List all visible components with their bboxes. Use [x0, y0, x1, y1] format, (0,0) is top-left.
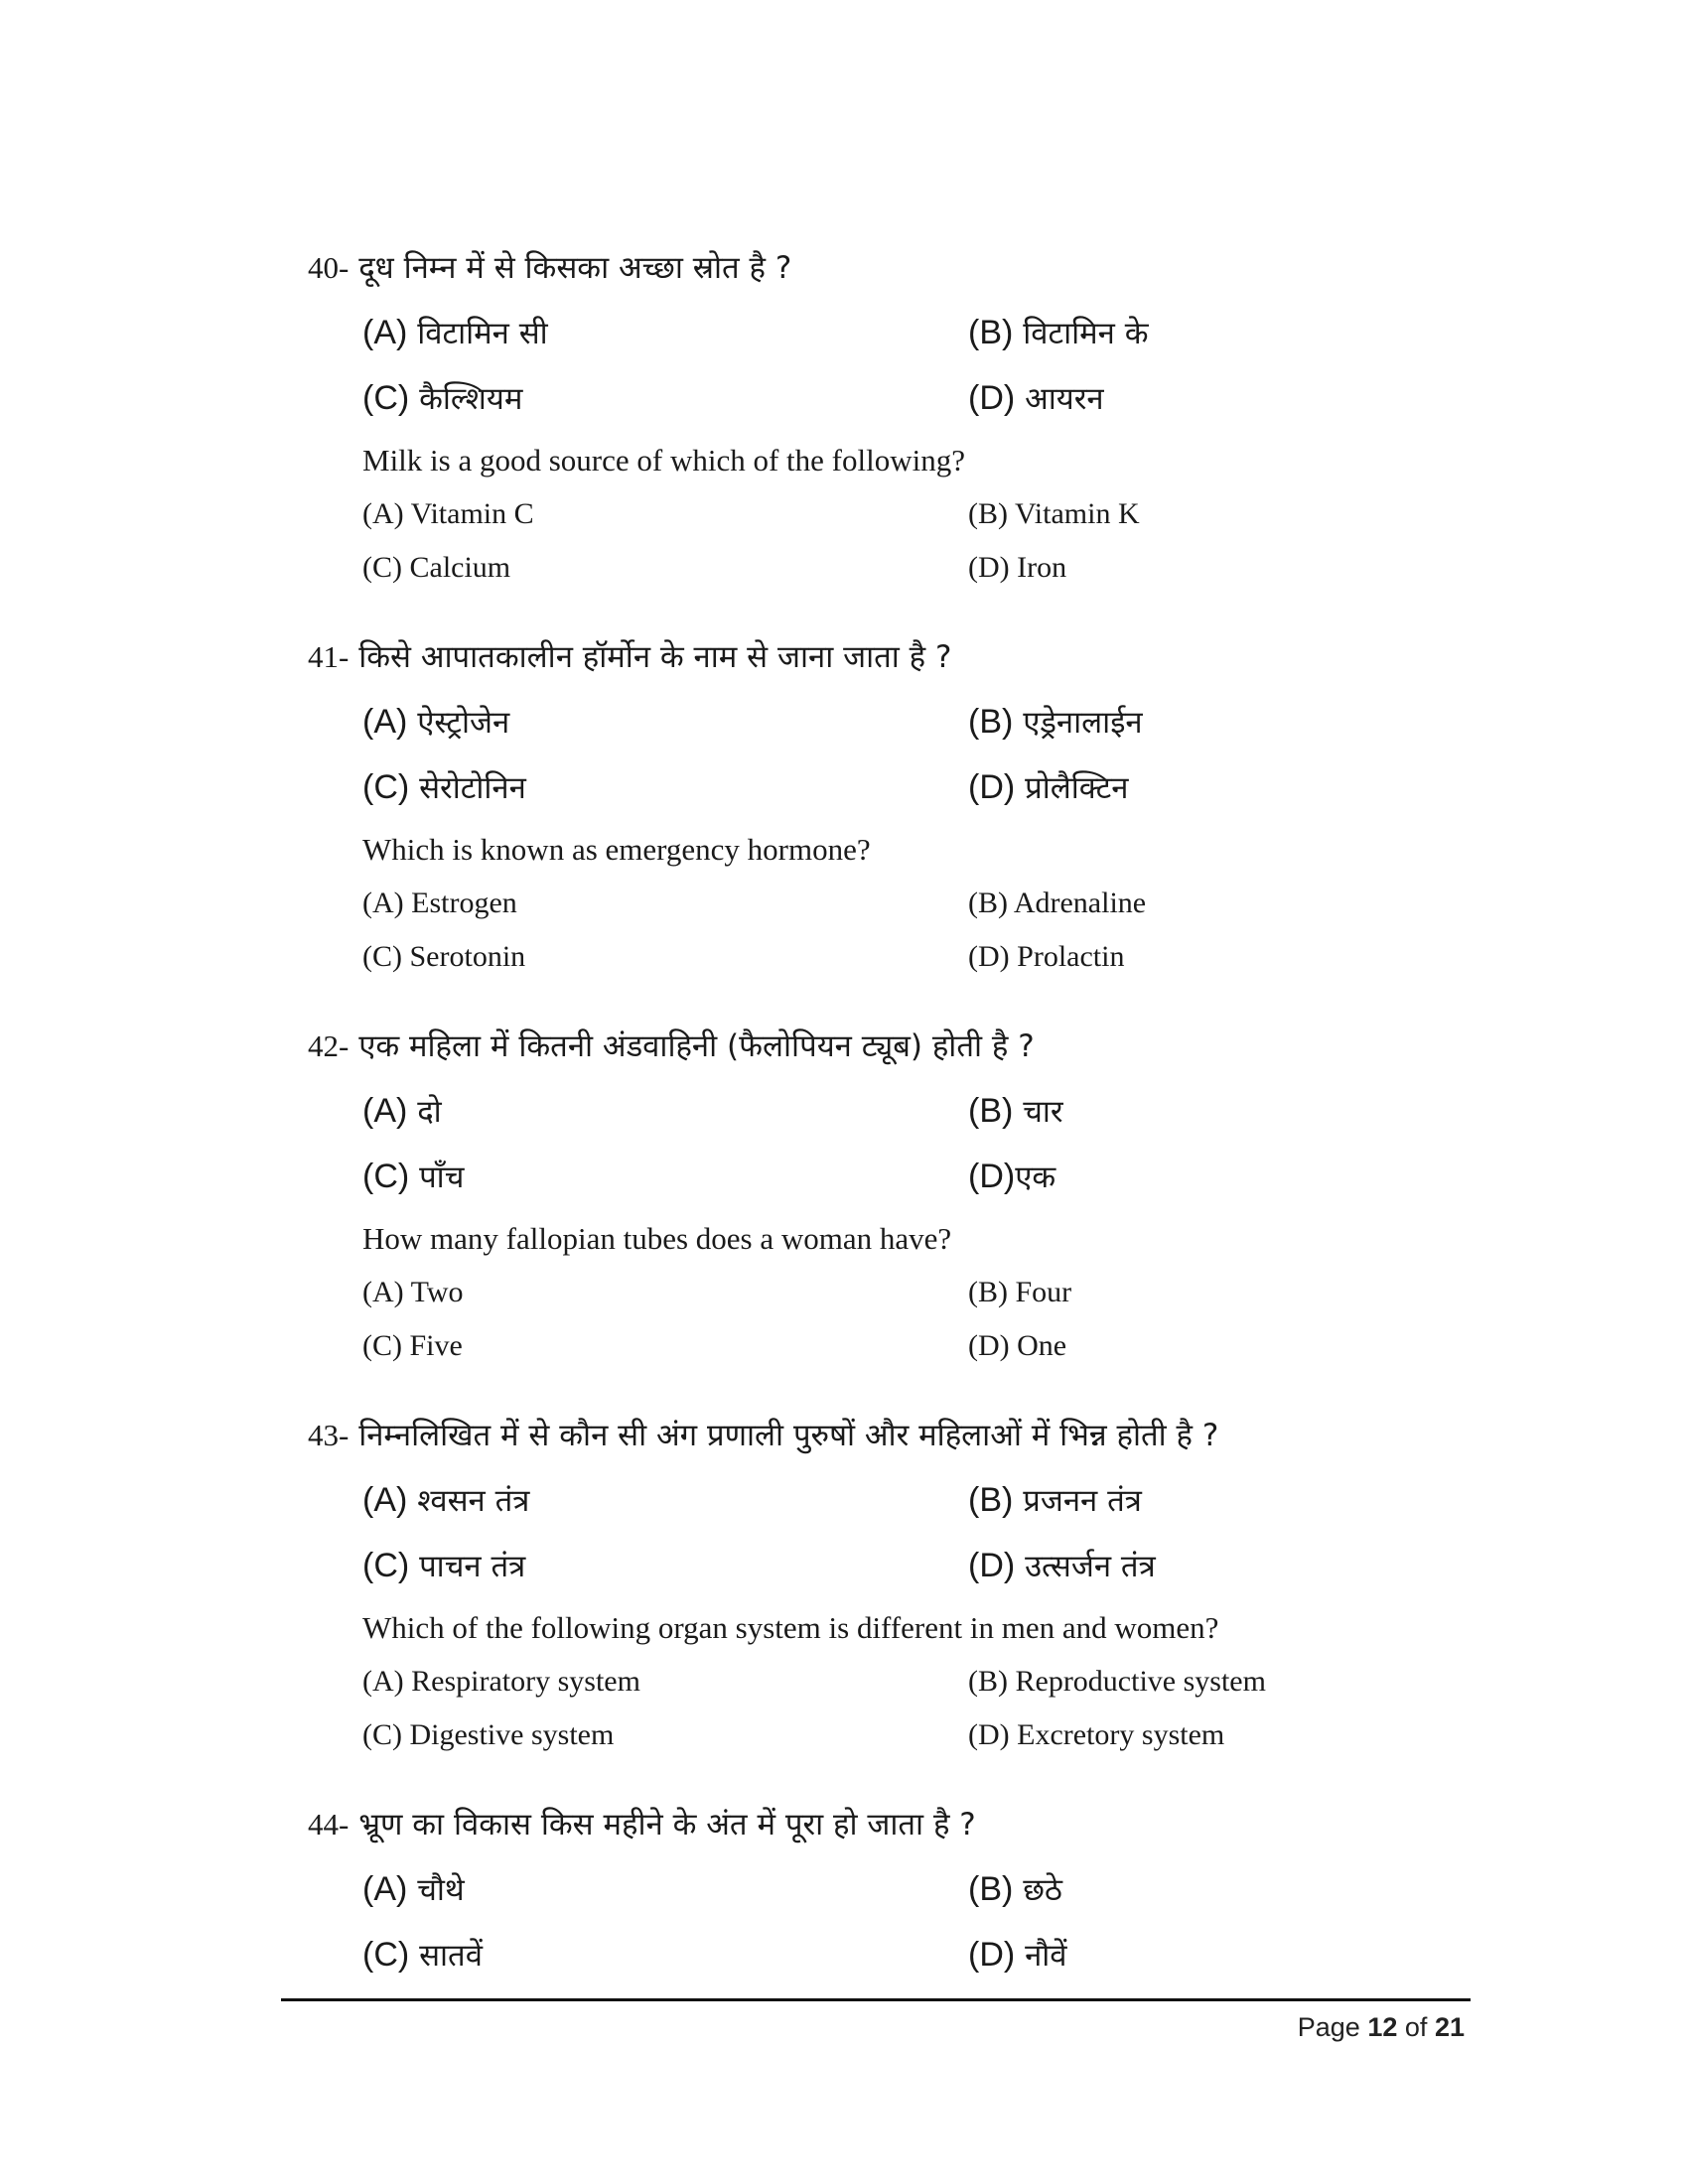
option-c-hindi: (C) पाँच — [362, 1158, 465, 1195]
option-d-hindi: (D) प्रोलैक्टिन — [968, 768, 1129, 806]
question-text-english: How many fallopian tubes does a woman have? — [362, 1221, 952, 1256]
option-c-hindi: (C) कैल्शियम — [362, 379, 523, 417]
page-prefix: Page — [1297, 2012, 1360, 2042]
question-text-hindi: एक महिला में कितनी अंडवाहिनी (फैलोपियन ट्यूब) होती है ? — [358, 1028, 1035, 1064]
question-text-english: Which of the following organ system is different in men and women? — [362, 1610, 1219, 1645]
question-text-english: Which is known as emergency hormone? — [362, 832, 871, 867]
question-number: 40- — [308, 250, 350, 285]
option-a-hindi: (A) विटामिन सी — [362, 314, 548, 351]
question-hindi — [308, 1406, 1218, 1465]
question-number: 41- — [308, 639, 350, 674]
question-number: 44- — [308, 1807, 350, 1842]
option-b-hindi: (B) प्रजनन तंत्र — [968, 1481, 1142, 1519]
question-hindi — [308, 238, 791, 298]
question-text-hindi: दूध निम्न में से किसका अच्छा स्रोत है ? — [358, 250, 792, 286]
footer-divider — [281, 1998, 1471, 2001]
question-hindi — [308, 627, 951, 687]
option-b-hindi: (B) चार — [968, 1092, 1063, 1130]
page-current: 12 — [1367, 2012, 1398, 2042]
option-a-english: (A) Estrogen — [362, 887, 517, 919]
option-d-hindi: (D)एक — [968, 1158, 1056, 1195]
page-total: 21 — [1434, 2012, 1465, 2042]
option-d-english: (D) Prolactin — [968, 940, 1125, 973]
question-number: 42- — [308, 1028, 350, 1063]
option-b-english: (B) Reproductive system — [968, 1665, 1266, 1698]
option-b-hindi: (B) एड्रेनालाईन — [968, 703, 1143, 741]
question-text-hindi: निम्नलिखित में से कौन सी अंग प्रणाली पुरुषों और महिलाओं में भिन्न होती है ? — [358, 1418, 1219, 1453]
option-a-hindi: (A) चौथे — [362, 1870, 465, 1908]
option-a-hindi: (A) ऐस्ट्रोजेन — [362, 703, 510, 741]
option-c-english: (C) Five — [362, 1329, 463, 1362]
option-a-hindi: (A) श्वसन तंत्र — [362, 1481, 530, 1519]
option-b-english: (B) Adrenaline — [968, 887, 1147, 919]
option-c-hindi: (C) सातवें — [362, 1936, 483, 1974]
option-d-hindi: (D) आयरन — [968, 379, 1104, 417]
option-a-english: (A) Respiratory system — [362, 1665, 640, 1698]
option-a-hindi: (A) दो — [362, 1092, 442, 1130]
option-d-english: (D) Excretory system — [968, 1718, 1225, 1751]
option-d-hindi: (D) नौवें — [968, 1936, 1067, 1974]
option-b-hindi: (B) छठे — [968, 1870, 1062, 1908]
option-a-english: (A) Vitamin C — [362, 497, 534, 530]
question-text-hindi: किसे आपातकालीन हॉर्मोन के नाम से जाना जाता है ? — [358, 639, 952, 675]
option-d-english: (D) One — [968, 1329, 1067, 1362]
option-c-english: (C) Calcium — [362, 551, 511, 584]
option-b-english: (B) Vitamin K — [968, 497, 1140, 530]
option-c-english: (C) Serotonin — [362, 940, 526, 973]
question-text-hindi: भ्रूण का विकास किस महीने के अंत में पूरा हो जाता है ? — [358, 1807, 976, 1843]
option-c-hindi: (C) सेरोटोनिन — [362, 768, 526, 806]
option-d-english: (D) Iron — [968, 551, 1067, 584]
option-a-english: (A) Two — [362, 1276, 464, 1308]
question-hindi — [308, 1795, 976, 1854]
option-b-english: (B) Four — [968, 1276, 1072, 1308]
option-c-english: (C) Digestive system — [362, 1718, 615, 1751]
question-hindi — [308, 1017, 1035, 1076]
page-number — [1298, 2007, 1465, 2047]
page-of: of — [1404, 2012, 1428, 2042]
question-number: 43- — [308, 1418, 350, 1452]
option-b-hindi: (B) विटामिन के — [968, 314, 1149, 351]
option-c-hindi: (C) पाचन तंत्र — [362, 1547, 526, 1584]
question-text-english: Milk is a good source of which of the following? — [362, 443, 965, 478]
option-d-hindi: (D) उत्सर्जन तंत्र — [968, 1547, 1156, 1584]
